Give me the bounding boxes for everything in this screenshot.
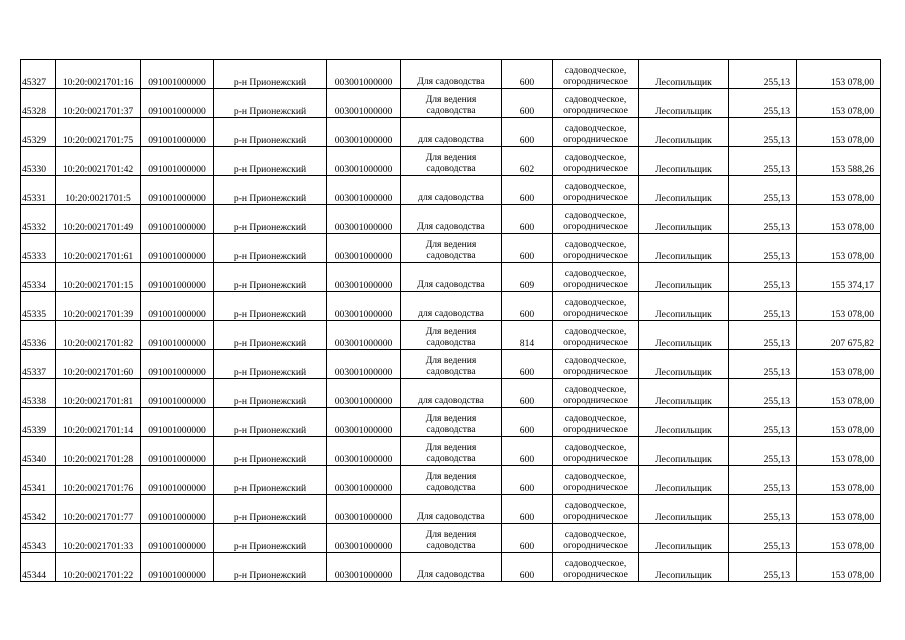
use-category-cell: садоводческое, огородническое [553, 379, 639, 408]
area-cell: 602 [502, 147, 553, 176]
use-category-cell: садоводческое, огородническое [553, 118, 639, 147]
area-cell: 600 [502, 176, 553, 205]
row-number-cell: 45343 [21, 524, 56, 553]
specific-value-cell: 255,13 [729, 118, 797, 147]
specific-value-cell: 255,13 [729, 350, 797, 379]
permitted-use-cell: Для ведения садоводства [401, 524, 502, 553]
table-row [21, 466, 881, 495]
oktmo-code-cell: 091001000000 [141, 89, 214, 118]
use-category-cell: садоводческое, огородническое [553, 176, 639, 205]
table-body [21, 60, 881, 582]
row-number-cell: 45332 [21, 205, 56, 234]
area-cell: 600 [502, 437, 553, 466]
oktmo-code-cell: 091001000000 [141, 292, 214, 321]
district-cell: р-н Прионежский [214, 205, 327, 234]
cadastral-value-cell: 153 078,00 [797, 118, 881, 147]
row-number-cell: 45335 [21, 292, 56, 321]
specific-value-cell: 255,13 [729, 524, 797, 553]
locality-name-cell: Лесопильщик [639, 466, 729, 495]
permitted-use-cell: для садоводства [401, 292, 502, 321]
locality-name-cell: Лесопильщик [639, 147, 729, 176]
area-cell: 814 [502, 321, 553, 350]
row-number-cell: 45333 [21, 234, 56, 263]
cadastral-number-cell: 10:20:0021701:28 [56, 437, 141, 466]
use-category-cell: садоводческое, огородническое [553, 553, 639, 582]
row-number-cell: 45336 [21, 321, 56, 350]
locality-code-cell: 003001000000 [327, 466, 401, 495]
oktmo-code-cell: 091001000000 [141, 408, 214, 437]
locality-name-cell: Лесопильщик [639, 437, 729, 466]
cadastral-value-cell: 153 078,00 [797, 234, 881, 263]
area-cell: 600 [502, 350, 553, 379]
table-row [21, 89, 881, 118]
locality-code-cell: 003001000000 [327, 176, 401, 205]
cadastral-number-cell: 10:20:0021701:61 [56, 234, 141, 263]
locality-code-cell: 003001000000 [327, 234, 401, 263]
locality-name-cell: Лесопильщик [639, 292, 729, 321]
area-cell: 600 [502, 495, 553, 524]
locality-code-cell: 003001000000 [327, 60, 401, 89]
cadastral-value-cell: 153 078,00 [797, 205, 881, 234]
cadastral-number-cell: 10:20:0021701:39 [56, 292, 141, 321]
district-cell: р-н Прионежский [214, 60, 327, 89]
oktmo-code-cell: 091001000000 [141, 205, 214, 234]
locality-code-cell: 003001000000 [327, 553, 401, 582]
cadastral-value-cell: 207 675,82 [797, 321, 881, 350]
locality-code-cell: 003001000000 [327, 350, 401, 379]
locality-name-cell: Лесопильщик [639, 408, 729, 437]
use-category-cell: садоводческое, огородническое [553, 524, 639, 553]
permitted-use-cell: Для садоводства [401, 263, 502, 292]
cadastral-value-cell: 155 374,17 [797, 263, 881, 292]
locality-code-cell: 003001000000 [327, 524, 401, 553]
locality-name-cell: Лесопильщик [639, 495, 729, 524]
locality-name-cell: Лесопильщик [639, 379, 729, 408]
table-row [21, 118, 881, 147]
permitted-use-cell: Для ведения садоводства [401, 408, 502, 437]
table-row [21, 234, 881, 263]
locality-name-cell: Лесопильщик [639, 89, 729, 118]
use-category-cell: садоводческое, огородническое [553, 292, 639, 321]
table-row [21, 176, 881, 205]
area-cell: 600 [502, 379, 553, 408]
row-number-cell: 45338 [21, 379, 56, 408]
specific-value-cell: 255,13 [729, 263, 797, 292]
row-number-cell: 45341 [21, 466, 56, 495]
cadastral-value-cell: 153 078,00 [797, 408, 881, 437]
table-row [21, 60, 881, 89]
table-row [21, 350, 881, 379]
cadastral-number-cell: 10:20:0021701:37 [56, 89, 141, 118]
specific-value-cell: 255,13 [729, 234, 797, 263]
specific-value-cell: 255,13 [729, 321, 797, 350]
row-number-cell: 45328 [21, 89, 56, 118]
cadastral-value-cell: 153 078,00 [797, 292, 881, 321]
locality-code-cell: 003001000000 [327, 292, 401, 321]
locality-code-cell: 003001000000 [327, 408, 401, 437]
permitted-use-cell: Для ведения садоводства [401, 89, 502, 118]
permitted-use-cell: для садоводства [401, 118, 502, 147]
row-number-cell: 45340 [21, 437, 56, 466]
cadastral-number-cell: 10:20:0021701:77 [56, 495, 141, 524]
district-cell: р-н Прионежский [214, 321, 327, 350]
area-cell: 600 [502, 60, 553, 89]
area-cell: 600 [502, 205, 553, 234]
table-row [21, 263, 881, 292]
permitted-use-cell: Для ведения садоводства [401, 147, 502, 176]
cadastral-number-cell: 10:20:0021701:22 [56, 553, 141, 582]
area-cell: 600 [502, 408, 553, 437]
use-category-cell: садоводческое, огородническое [553, 89, 639, 118]
oktmo-code-cell: 091001000000 [141, 379, 214, 408]
oktmo-code-cell: 091001000000 [141, 350, 214, 379]
locality-name-cell: Лесопильщик [639, 205, 729, 234]
use-category-cell: садоводческое, огородническое [553, 234, 639, 263]
specific-value-cell: 255,13 [729, 437, 797, 466]
permitted-use-cell: Для садоводства [401, 495, 502, 524]
use-category-cell: садоводческое, огородническое [553, 350, 639, 379]
locality-code-cell: 003001000000 [327, 89, 401, 118]
specific-value-cell: 255,13 [729, 205, 797, 234]
locality-code-cell: 003001000000 [327, 379, 401, 408]
district-cell: р-н Прионежский [214, 176, 327, 205]
area-cell: 600 [502, 553, 553, 582]
locality-code-cell: 003001000000 [327, 205, 401, 234]
locality-code-cell: 003001000000 [327, 437, 401, 466]
use-category-cell: садоводческое, огородническое [553, 466, 639, 495]
locality-code-cell: 003001000000 [327, 263, 401, 292]
row-number-cell: 45342 [21, 495, 56, 524]
district-cell: р-н Прионежский [214, 495, 327, 524]
specific-value-cell: 255,13 [729, 60, 797, 89]
specific-value-cell: 255,13 [729, 292, 797, 321]
permitted-use-cell: Для ведения садоводства [401, 234, 502, 263]
locality-name-cell: Лесопильщик [639, 321, 729, 350]
row-number-cell: 45329 [21, 118, 56, 147]
cadastral-value-cell: 153 078,00 [797, 60, 881, 89]
cadastral-number-cell: 10:20:0021701:60 [56, 350, 141, 379]
district-cell: р-н Прионежский [214, 263, 327, 292]
specific-value-cell: 255,13 [729, 553, 797, 582]
district-cell: р-н Прионежский [214, 89, 327, 118]
oktmo-code-cell: 091001000000 [141, 176, 214, 205]
district-cell: р-н Прионежский [214, 553, 327, 582]
permitted-use-cell: Для ведения садоводства [401, 321, 502, 350]
locality-name-cell: Лесопильщик [639, 118, 729, 147]
cadastral-value-cell: 153 078,00 [797, 466, 881, 495]
area-cell: 600 [502, 89, 553, 118]
specific-value-cell: 255,13 [729, 408, 797, 437]
locality-name-cell: Лесопильщик [639, 524, 729, 553]
cadastral-number-cell: 10:20:0021701:33 [56, 524, 141, 553]
cadastral-number-cell: 10:20:0021701:81 [56, 379, 141, 408]
row-number-cell: 45339 [21, 408, 56, 437]
table-row [21, 553, 881, 582]
table-row [21, 408, 881, 437]
cadastral-value-cell: 153 078,00 [797, 379, 881, 408]
permitted-use-cell: Для садоводства [401, 553, 502, 582]
locality-code-cell: 003001000000 [327, 495, 401, 524]
table-row [21, 147, 881, 176]
cadastral-value-cell: 153 078,00 [797, 350, 881, 379]
cadastral-number-cell: 10:20:0021701:15 [56, 263, 141, 292]
oktmo-code-cell: 091001000000 [141, 263, 214, 292]
table-row [21, 292, 881, 321]
locality-code-cell: 003001000000 [327, 147, 401, 176]
specific-value-cell: 255,13 [729, 89, 797, 118]
use-category-cell: садоводческое, огородническое [553, 495, 639, 524]
district-cell: р-н Прионежский [214, 524, 327, 553]
permitted-use-cell: Для садоводства [401, 60, 502, 89]
use-category-cell: садоводческое, огородническое [553, 60, 639, 89]
area-cell: 609 [502, 263, 553, 292]
use-category-cell: садоводческое, огородническое [553, 321, 639, 350]
land-registry-table [20, 59, 881, 582]
locality-code-cell: 003001000000 [327, 321, 401, 350]
table-row [21, 437, 881, 466]
locality-name-cell: Лесопильщик [639, 350, 729, 379]
row-number-cell: 45327 [21, 60, 56, 89]
oktmo-code-cell: 091001000000 [141, 234, 214, 263]
area-cell: 600 [502, 292, 553, 321]
district-cell: р-н Прионежский [214, 147, 327, 176]
permitted-use-cell: Для ведения садоводства [401, 437, 502, 466]
specific-value-cell: 255,13 [729, 379, 797, 408]
permitted-use-cell: Для ведения садоводства [401, 466, 502, 495]
specific-value-cell: 255,13 [729, 466, 797, 495]
cadastral-number-cell: 10:20:0021701:49 [56, 205, 141, 234]
locality-name-cell: Лесопильщик [639, 263, 729, 292]
cadastral-number-cell: 10:20:0021701:82 [56, 321, 141, 350]
district-cell: р-н Прионежский [214, 408, 327, 437]
oktmo-code-cell: 091001000000 [141, 147, 214, 176]
area-cell: 600 [502, 524, 553, 553]
use-category-cell: садоводческое, огородническое [553, 263, 639, 292]
locality-name-cell: Лесопильщик [639, 234, 729, 263]
row-number-cell: 45337 [21, 350, 56, 379]
cadastral-value-cell: 153 078,00 [797, 524, 881, 553]
cadastral-value-cell: 153 078,00 [797, 495, 881, 524]
cadastral-number-cell: 10:20:0021701:14 [56, 408, 141, 437]
district-cell: р-н Прионежский [214, 234, 327, 263]
specific-value-cell: 255,13 [729, 147, 797, 176]
table-row [21, 524, 881, 553]
row-number-cell: 45331 [21, 176, 56, 205]
oktmo-code-cell: 091001000000 [141, 60, 214, 89]
locality-name-cell: Лесопильщик [639, 176, 729, 205]
oktmo-code-cell: 091001000000 [141, 321, 214, 350]
oktmo-code-cell: 091001000000 [141, 437, 214, 466]
cadastral-number-cell: 10:20:0021701:5 [56, 176, 141, 205]
use-category-cell: садоводческое, огородническое [553, 205, 639, 234]
district-cell: р-н Прионежский [214, 466, 327, 495]
row-number-cell: 45344 [21, 553, 56, 582]
locality-name-cell: Лесопильщик [639, 553, 729, 582]
cadastral-number-cell: 10:20:0021701:16 [56, 60, 141, 89]
oktmo-code-cell: 091001000000 [141, 495, 214, 524]
cadastral-value-cell: 153 078,00 [797, 176, 881, 205]
use-category-cell: садоводческое, огородническое [553, 437, 639, 466]
oktmo-code-cell: 091001000000 [141, 524, 214, 553]
permitted-use-cell: Для садоводства [401, 205, 502, 234]
oktmo-code-cell: 091001000000 [141, 118, 214, 147]
area-cell: 600 [502, 118, 553, 147]
oktmo-code-cell: 091001000000 [141, 466, 214, 495]
permitted-use-cell: для садоводства [401, 176, 502, 205]
use-category-cell: садоводческое, огородническое [553, 147, 639, 176]
row-number-cell: 45330 [21, 147, 56, 176]
table-row [21, 379, 881, 408]
cadastral-value-cell: 153 078,00 [797, 553, 881, 582]
table-row [21, 495, 881, 524]
cadastral-number-cell: 10:20:0021701:42 [56, 147, 141, 176]
table-row [21, 321, 881, 350]
district-cell: р-н Прионежский [214, 292, 327, 321]
locality-code-cell: 003001000000 [327, 118, 401, 147]
cadastral-value-cell: 153 588,26 [797, 147, 881, 176]
permitted-use-cell: для садоводства [401, 379, 502, 408]
locality-name-cell: Лесопильщик [639, 60, 729, 89]
cadastral-number-cell: 10:20:0021701:75 [56, 118, 141, 147]
area-cell: 600 [502, 466, 553, 495]
table-row [21, 205, 881, 234]
area-cell: 600 [502, 234, 553, 263]
permitted-use-cell: Для ведения садоводства [401, 350, 502, 379]
cadastral-value-cell: 153 078,00 [797, 89, 881, 118]
specific-value-cell: 255,13 [729, 495, 797, 524]
district-cell: р-н Прионежский [214, 350, 327, 379]
district-cell: р-н Прионежский [214, 379, 327, 408]
row-number-cell: 45334 [21, 263, 56, 292]
district-cell: р-н Прионежский [214, 437, 327, 466]
specific-value-cell: 255,13 [729, 176, 797, 205]
cadastral-value-cell: 153 078,00 [797, 437, 881, 466]
cadastral-number-cell: 10:20:0021701:76 [56, 466, 141, 495]
district-cell: р-н Прионежский [214, 118, 327, 147]
oktmo-code-cell: 091001000000 [141, 553, 214, 582]
use-category-cell: садоводческое, огородническое [553, 408, 639, 437]
